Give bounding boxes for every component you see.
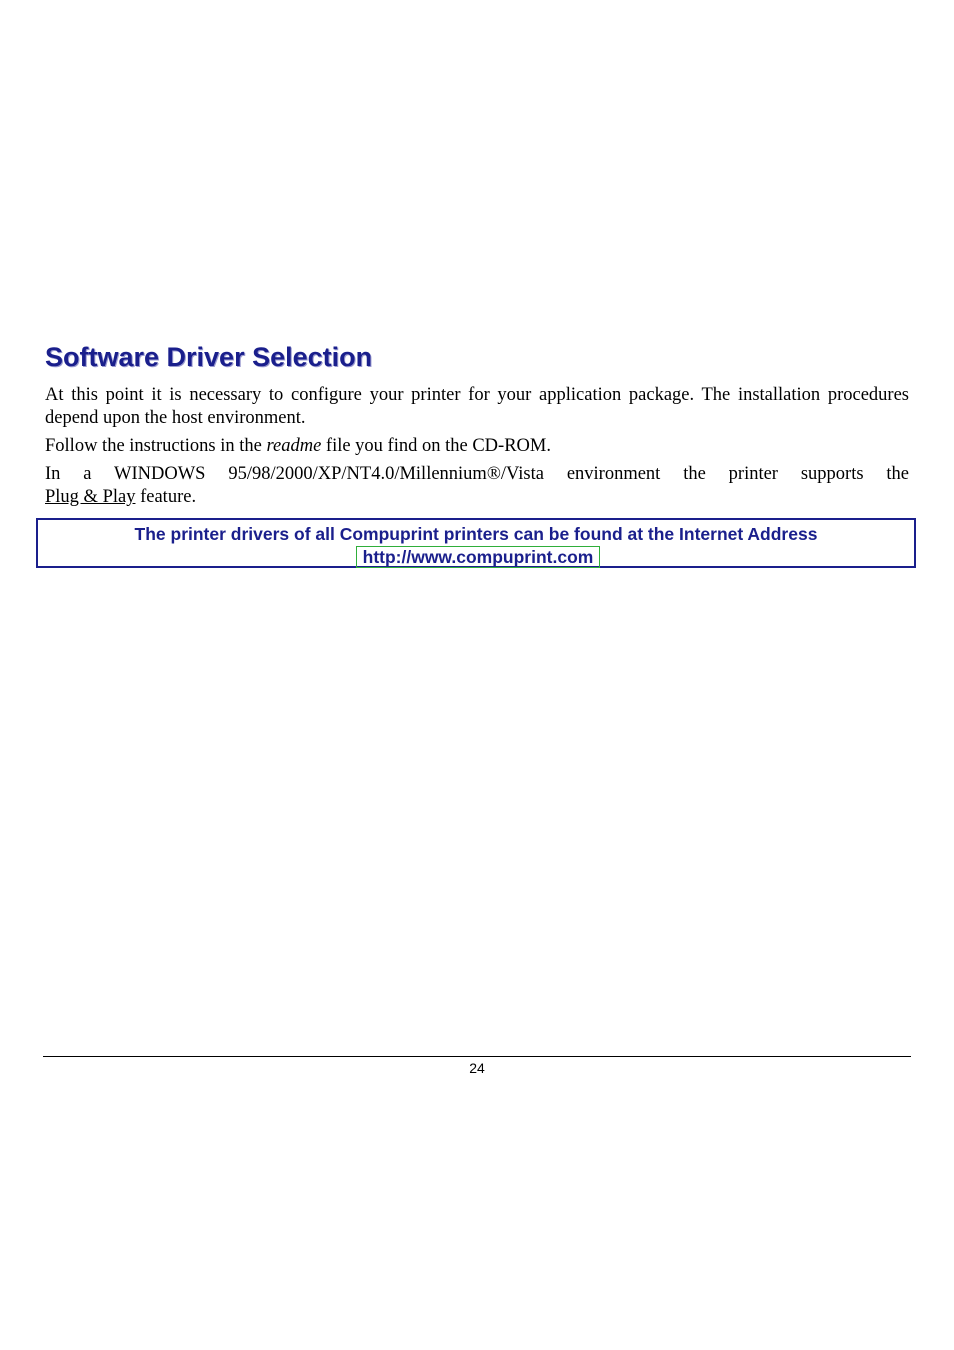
compuprint-website-link[interactable]: http://www.compuprint.com <box>356 546 600 568</box>
paragraph-readme-text-b: file you find on the CD-ROM. <box>321 436 551 456</box>
plug-and-play-link[interactable]: Plug & Play <box>45 487 136 507</box>
section-heading: Software Driver Selection <box>45 342 373 372</box>
paragraph-plug-and-play <box>45 463 909 509</box>
paragraph-configure: At this point it is necessary to configure your printer for your application package. The installation procedures depend upon the host environment. <box>45 385 909 428</box>
readme-term: readme <box>266 436 322 456</box>
driver-notice-box <box>36 518 916 568</box>
paragraph-windows-line: In a WINDOWS 95/98/2000/XP/NT4.0/Millennium®/Vista environment the printer supports the <box>45 464 909 484</box>
driver-notice-text: The printer drivers of all Compuprint printers can be found at the Internet Address <box>134 524 818 544</box>
paragraph-readme-text-a: Follow the instructions in the <box>45 436 267 456</box>
paragraph-feature-text: feature. <box>135 487 197 507</box>
page-number: 24 <box>469 1060 485 1076</box>
footer-divider <box>43 1056 911 1057</box>
paragraph-readme <box>45 435 909 458</box>
